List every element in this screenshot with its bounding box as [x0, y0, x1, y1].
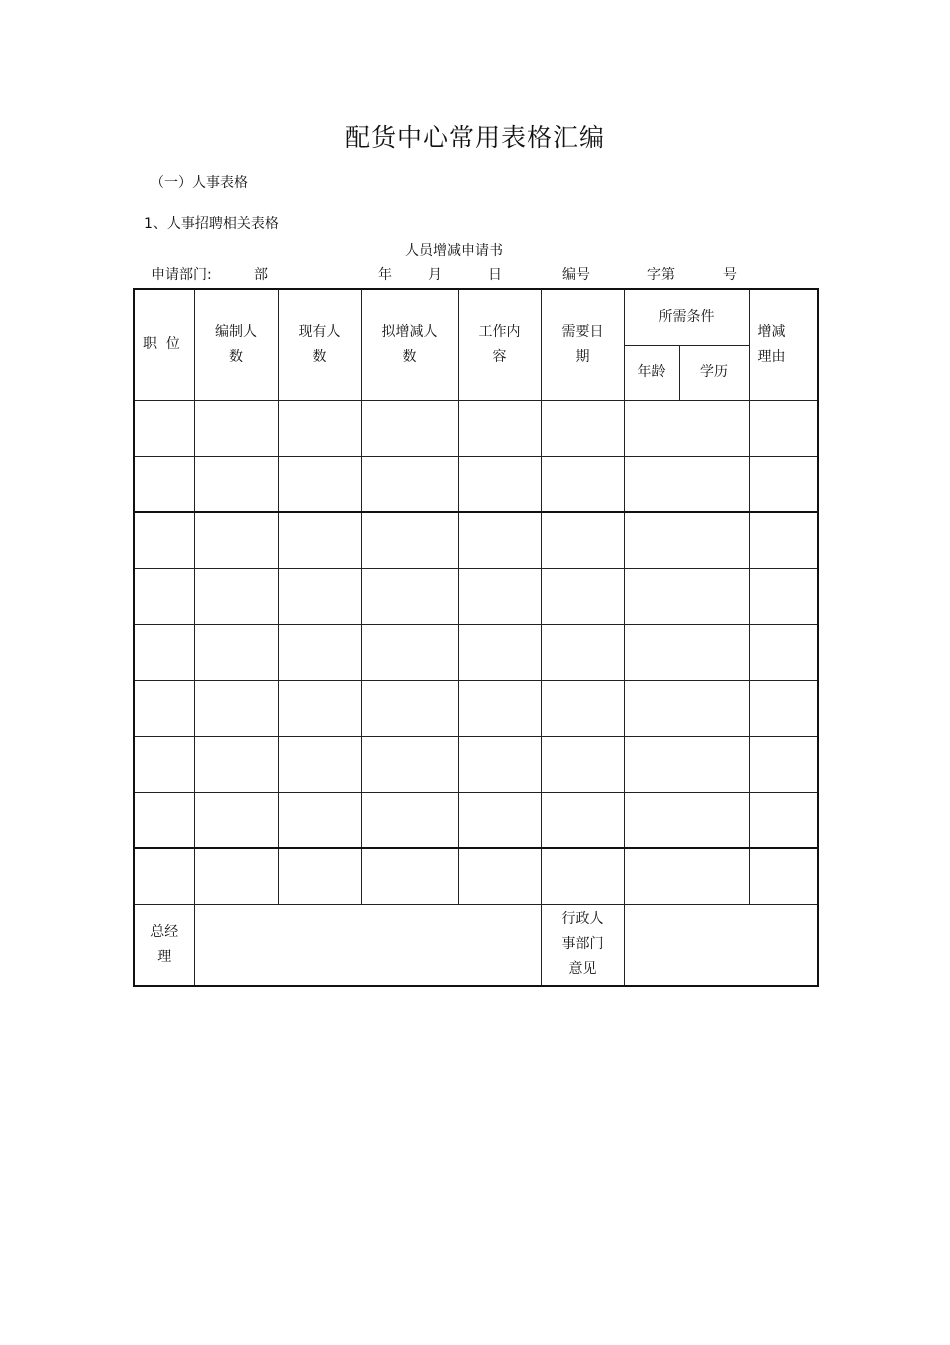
dept-label: 申请部门:: [151, 267, 212, 283]
header-change-line2: 数: [402, 348, 417, 365]
table-row: [134, 400, 818, 456]
header-reason: [749, 289, 818, 400]
header-quota-line1: 编制人: [215, 323, 257, 340]
header-current-line2: 数: [312, 348, 327, 365]
year-label: 年: [378, 267, 392, 283]
gm-label-line1: 总经: [150, 923, 179, 940]
header-education: 学历: [679, 345, 749, 400]
header-current-line1: 现有人: [298, 323, 341, 340]
gm-opinion-field[interactable]: [194, 904, 541, 986]
hao-label: 号: [723, 267, 737, 283]
header-quota: [194, 289, 278, 400]
table-row: [134, 792, 818, 848]
personnel-change-form: [133, 288, 819, 987]
header-position: 职 位: [134, 289, 194, 400]
table-row: [134, 848, 818, 904]
number-label: 编号: [562, 267, 590, 283]
header-current: [278, 289, 361, 400]
header-date-line2: 期: [575, 348, 590, 365]
gm-label: [134, 904, 194, 986]
document-title: 配货中心常用表格汇编: [344, 123, 605, 152]
section-heading: （一）人事表格: [150, 175, 248, 191]
table-row: [134, 512, 818, 568]
day-label: 日: [488, 267, 502, 283]
table-row: [134, 456, 818, 512]
month-label: 月: [428, 267, 442, 283]
header-work-line1: 工作内: [478, 323, 521, 340]
header-age: 年龄: [624, 345, 679, 400]
header-date-line1: 需要日: [561, 323, 604, 340]
admin-opinion-field[interactable]: [624, 904, 818, 986]
dept-suffix: 部: [254, 267, 268, 283]
admin-label: [541, 904, 624, 986]
zi-di-label: 字第: [647, 267, 675, 283]
header-quota-line2: 数: [229, 348, 243, 365]
gm-label-line2: 理: [157, 948, 172, 965]
header-work-line2: 容: [492, 348, 507, 365]
header-change: [361, 289, 458, 400]
header-requirements: 所需条件: [624, 289, 749, 345]
admin-label-line2: 事部门: [561, 936, 604, 953]
header-reason-line2: 理由: [757, 348, 786, 365]
table-row: [134, 680, 818, 736]
admin-label-line1: 行政人: [561, 911, 604, 928]
table-row: [134, 624, 818, 680]
table-row: [134, 568, 818, 624]
approval-row: [134, 904, 818, 986]
header-reason-line1: 增减: [757, 323, 786, 340]
admin-label-line3: 意见: [568, 961, 597, 978]
table-row: [134, 736, 818, 792]
header-work: [458, 289, 541, 400]
form-title: 人员增减申请书: [405, 243, 503, 259]
subsection-heading: 1、人事招聘相关表格: [144, 216, 279, 232]
header-date: [541, 289, 624, 400]
header-change-line1: 拟增减人: [381, 323, 438, 340]
